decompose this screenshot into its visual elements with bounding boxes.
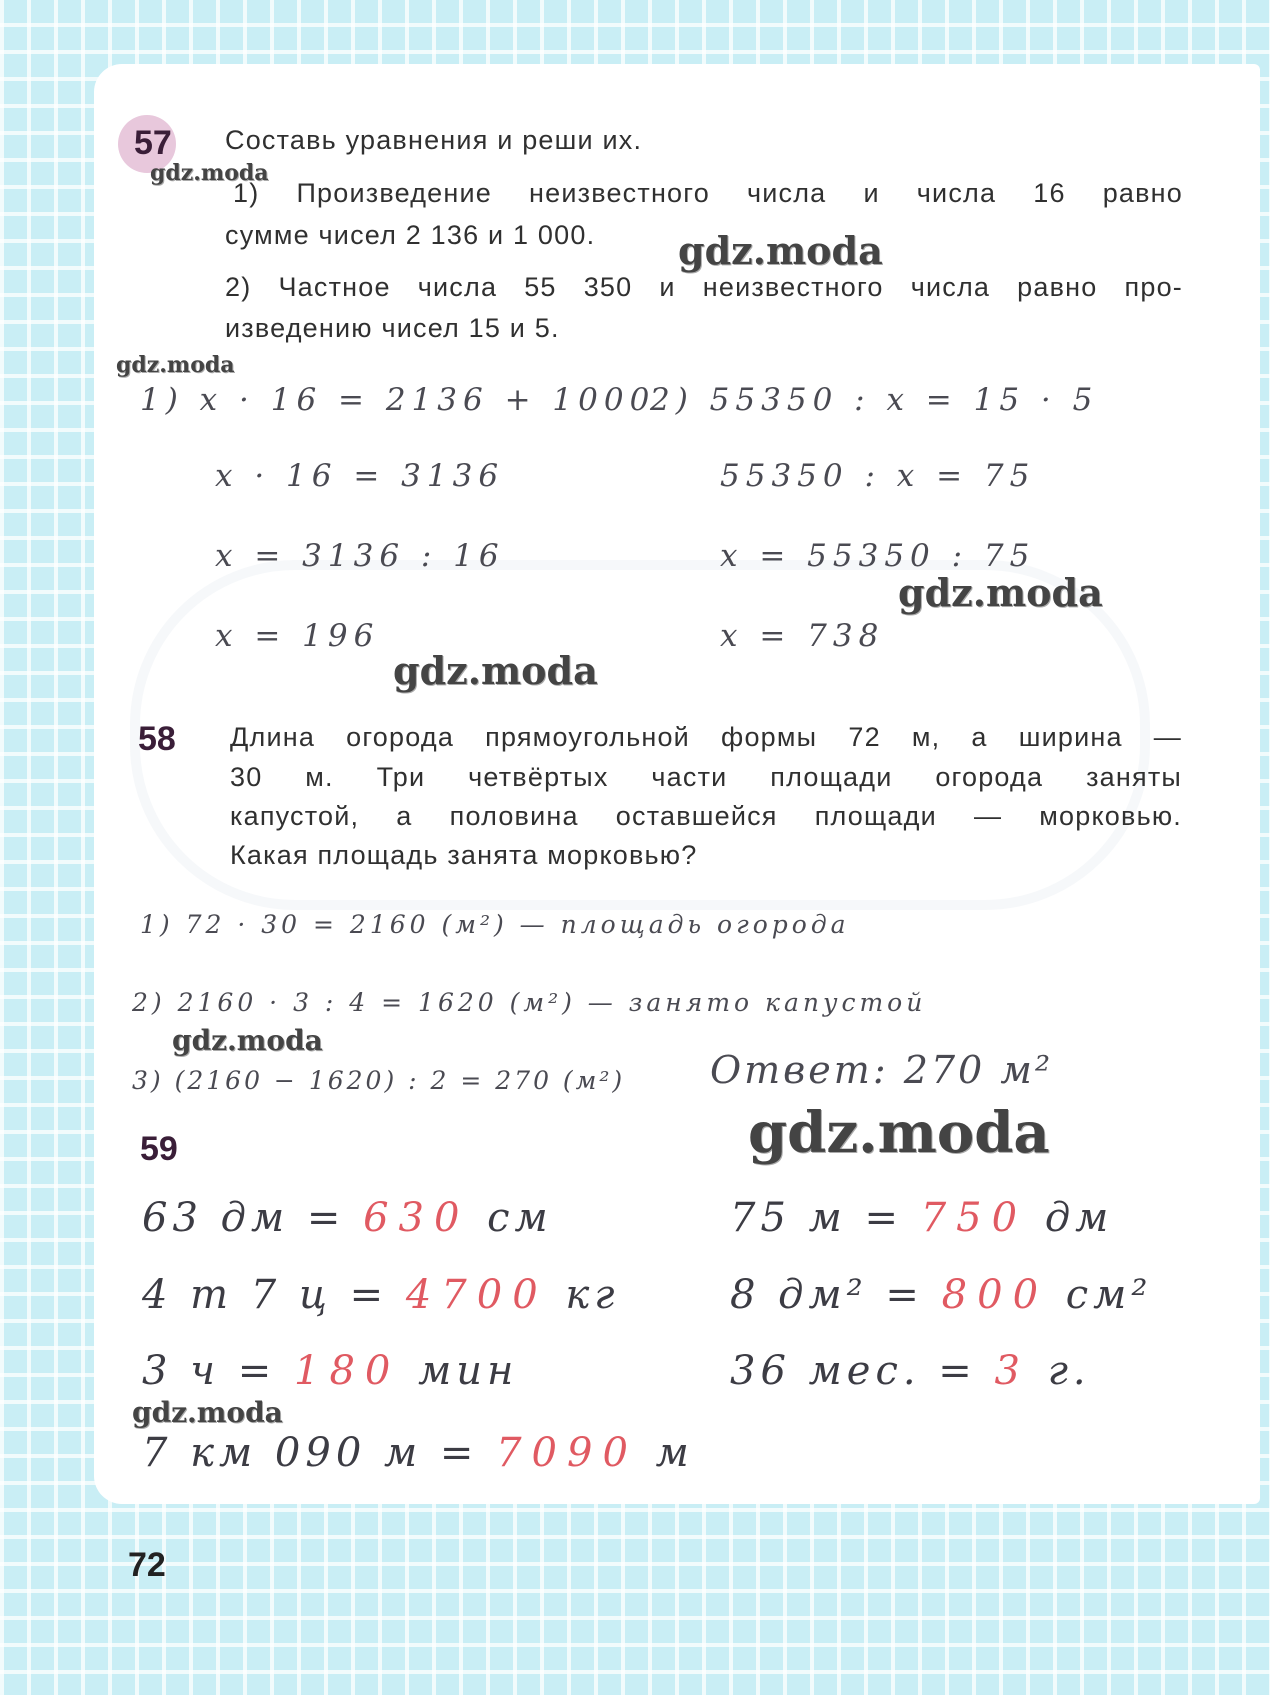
t59-row-4-left: 8 дм² =	[730, 1272, 924, 1318]
task-57-item2-line2: изведению чисел 15 и 5.	[225, 313, 560, 343]
t59-row-2-unit: дм	[1044, 1195, 1114, 1241]
task-58-line2: 30 м. Три четвёртых части площади огорода заняты	[230, 762, 1182, 792]
t58-solution-3: 3) (2160 − 1620) : 2 = 270 (м²)	[132, 1066, 626, 1095]
task-58-line4: Какая площадь занята морковью?	[230, 840, 698, 870]
task-number-57: 57	[134, 124, 172, 162]
t59-row-4	[730, 1272, 1152, 1318]
t58-solution-1: 1) 72 · 30 = 2160 (м²) — площадь огорода	[140, 910, 850, 939]
task-58-line3: капустой, а половина оставшейся площади — морковью.	[230, 801, 1182, 831]
t59-row-5-value: 180	[294, 1348, 401, 1394]
page-number: 72	[128, 1546, 166, 1584]
task-57-item1-line2: сумме чисел 2 136 и 1 000.	[225, 220, 596, 250]
t57-solution-right-3: x = 55350 : 75	[720, 538, 1036, 574]
task-57-item2-line1: 2) Частное числа 55 350 и неизвестного числа равно про-	[225, 272, 1183, 302]
t58-answer: Ответ: 270 м²	[710, 1048, 1054, 1092]
t59-row-6	[730, 1348, 1091, 1394]
t59-row-5-unit: мин	[418, 1348, 519, 1394]
t59-row-5	[142, 1348, 518, 1394]
t57-solution-left-1: 1) x · 16 = 2136 + 1000	[140, 382, 656, 418]
t59-row-6-left: 36 мес. =	[730, 1348, 977, 1394]
t59-row-1-left: 63 дм =	[142, 1195, 346, 1241]
t59-row-3-unit: кг	[565, 1272, 620, 1318]
t59-row-3-left: 4 т 7 ц =	[142, 1272, 389, 1318]
task-57-title: Составь уравнения и реши их.	[225, 125, 643, 155]
t59-row-4-unit: см²	[1065, 1272, 1153, 1318]
watermark: gdz.moda	[132, 1396, 283, 1429]
t59-row-2-value: 750	[920, 1195, 1028, 1241]
t57-solution-left-2: x · 16 = 3136	[215, 458, 505, 494]
t57-solution-right-4: x = 738	[720, 618, 885, 654]
watermark: gdz.moda	[172, 1024, 323, 1057]
watermark: gdz.moda	[748, 1100, 1050, 1166]
t59-row-6-value: 3	[994, 1348, 1030, 1394]
t57-solution-left-3: x = 3136 : 16	[215, 538, 505, 574]
watermark: gdz.moda	[898, 570, 1103, 615]
task-number-58: 58	[138, 720, 176, 758]
t57-solution-left-4: x = 196	[215, 618, 380, 654]
watermark: gdz.moda	[393, 648, 598, 693]
task-57-item1-line1: 1) Произведение неизвестного числа и числа 16 равно	[233, 178, 1183, 208]
watermark: gdz.moda	[678, 228, 883, 273]
t59-row-7-left: 7 км 090 м =	[142, 1430, 479, 1476]
t59-row-2-left: 75 м =	[730, 1195, 904, 1241]
t59-row-5-left: 3 ч =	[142, 1348, 277, 1394]
t59-row-1-unit: см	[487, 1195, 553, 1241]
t59-row-3-value: 4700	[405, 1272, 548, 1318]
t59-row-4-value: 800	[941, 1272, 1049, 1318]
task-58-line1: Длина огорода прямоугольной формы 72 м, а ширина —	[230, 722, 1182, 752]
t58-solution-2: 2) 2160 · 3 : 4 = 1620 (м²) — занято капустой	[132, 988, 927, 1017]
task-number-59: 59	[140, 1130, 178, 1168]
t59-row-7-value: 7090	[496, 1430, 638, 1476]
t59-row-7-unit: м	[655, 1430, 694, 1476]
t59-row-7	[142, 1430, 694, 1476]
t59-row-6-unit: г.	[1047, 1348, 1091, 1394]
watermark: gdz.moda	[150, 160, 269, 186]
t57-solution-right-1: 2) 55350 : x = 15 · 5	[650, 382, 1099, 418]
watermark: gdz.moda	[116, 352, 235, 378]
t57-solution-right-2: 55350 : x = 75	[720, 458, 1036, 494]
t59-row-1-value: 630	[363, 1195, 470, 1241]
t59-row-2	[730, 1195, 1113, 1241]
t59-row-3	[142, 1272, 619, 1318]
t59-row-1	[142, 1195, 553, 1241]
